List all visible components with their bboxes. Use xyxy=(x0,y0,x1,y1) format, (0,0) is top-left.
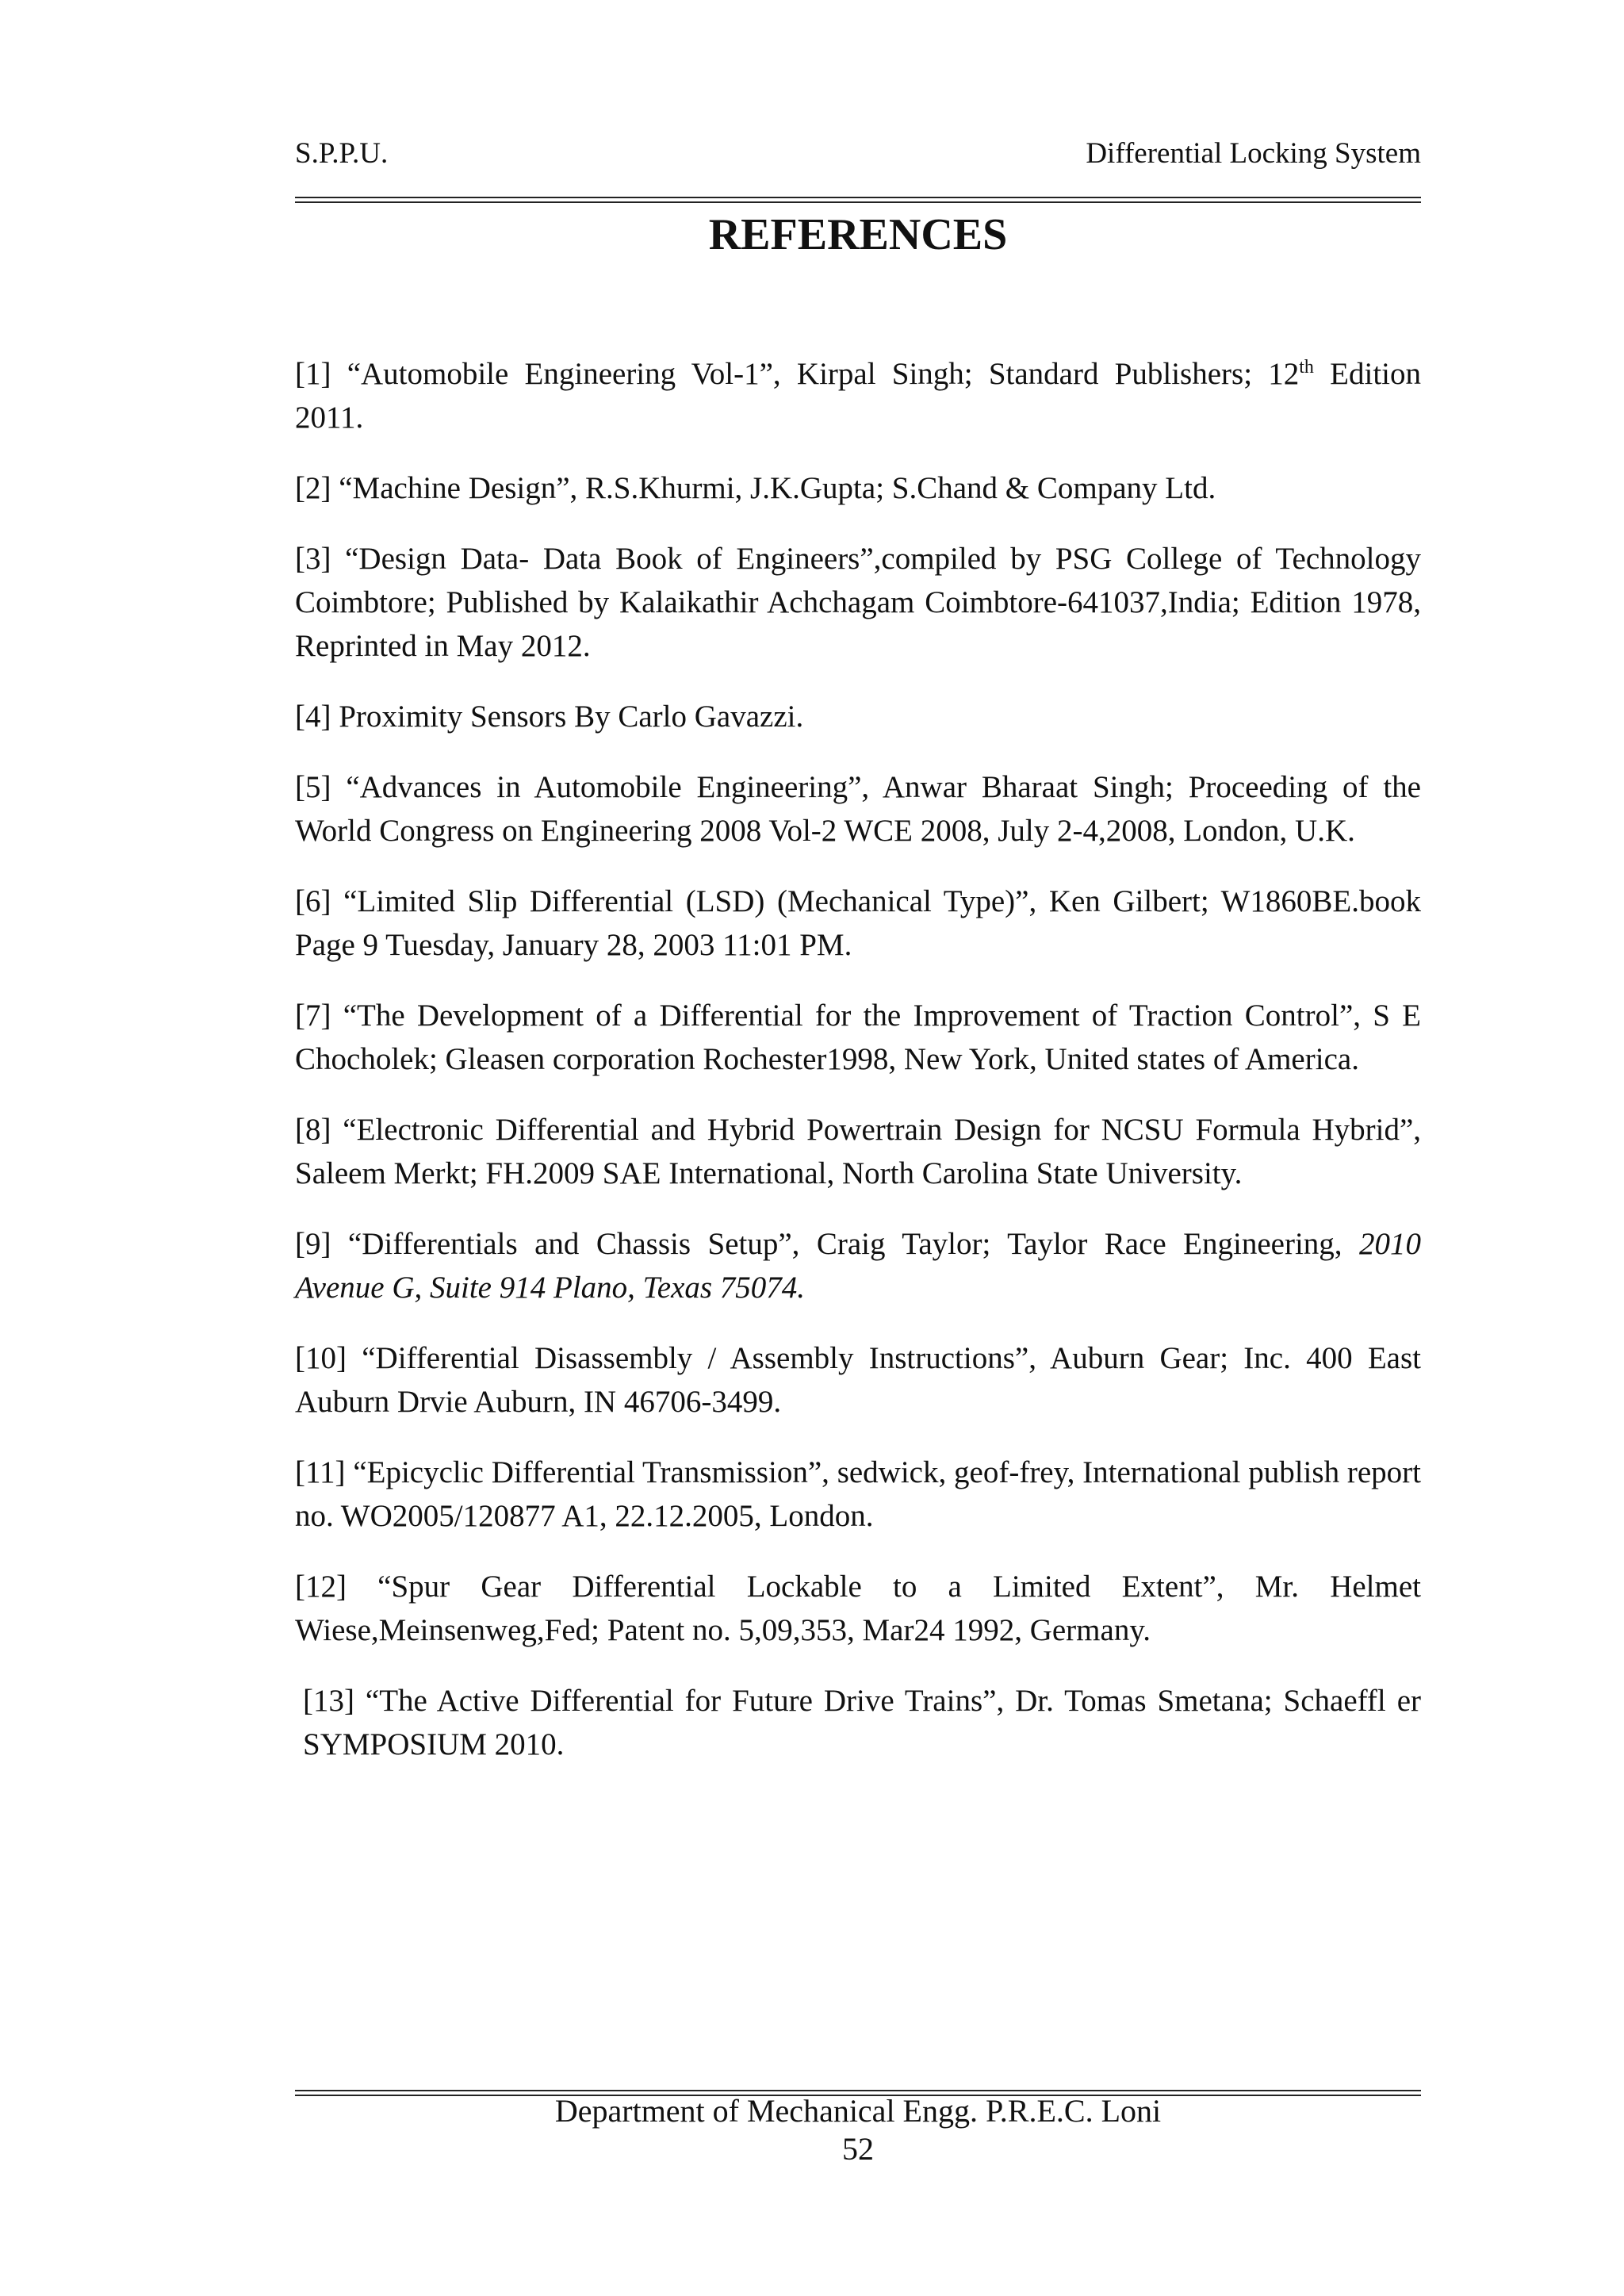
reference-text: Edition 2011. xyxy=(295,357,1421,435)
reference-item: [5] “Advances in Automobile Engineering”, Anwar Bharaat Singh; Proceeding of the World Congress on Engineering 2008 Vol-2 WCE 2008, July 2-4,2008, London, U.K. xyxy=(295,770,1421,848)
reference-superscript: th xyxy=(1299,357,1314,378)
reference-item: [6] “Limited Slip Differential (LSD) (Mechanical Type)”, Ken Gilbert; W1860BE.book Page 9 Tuesday, January 28, 2003 11:01 PM. xyxy=(295,884,1421,962)
page-footer xyxy=(295,2092,1421,2168)
reference-item: [8] “Electronic Differential and Hybrid Powertrain Design for NCSU Formula Hybrid”, Saleem Merkt; FH.2009 SAE International, North Carolina State University. xyxy=(295,1113,1421,1190)
page-title: REFERENCES xyxy=(708,210,1008,259)
reference-item: [10] “Differential Disassembly / Assembly Instructions”, Auburn Gear; Inc. 400 East Auburn Drvie Auburn, IN 46706-3499. xyxy=(295,1341,1421,1419)
reference-list xyxy=(295,352,1421,1793)
page-number: 52 xyxy=(842,2131,874,2167)
reference-item: [7] “The Development of a Differential for the Improvement of Traction Control”, S E Chocholek; Gleasen corporation Rochester1998, New York, United states of America. xyxy=(295,999,1421,1076)
reference-item: [11] “Epicyclic Differential Transmission”, sedwick, geof-frey, International publish report no. WO2005/120877 A1, 22.12.2005, London. xyxy=(295,1455,1421,1533)
header-project-title: Differential Locking System xyxy=(1086,137,1421,170)
reference-item: [13] “The Active Differential for Future Drive Trains”, Dr. Tomas Smetana; Schaeffl er SYMPOSIUM 2010. xyxy=(303,1684,1421,1761)
reference-text: [1] “Automobile Engineering Vol-1”, Kirpal Singh; Standard Publishers; 12 xyxy=(295,357,1300,391)
page-header xyxy=(295,136,1421,176)
reference-item xyxy=(295,1222,1421,1309)
footer-department: Department of Mechanical Engg. P.R.E.C. Loni xyxy=(554,2093,1162,2129)
reference-item: [4] Proximity Sensors By Carlo Gavazzi. xyxy=(295,700,804,734)
reference-item: [2] “Machine Design”, R.S.Khurmi, J.K.Gupta; S.Chand & Company Ltd. xyxy=(295,471,1216,505)
reference-text: [9] “Differentials and Chassis Setup”, Craig Taylor; Taylor Race Engineering, xyxy=(295,1227,1359,1261)
reference-item xyxy=(295,352,1421,439)
reference-item: [12] “Spur Gear Differential Lockable to a Limited Extent”, Mr. Helmet Wiese,Meinsenweg,Fed; Patent no. 5,09,353, Mar24 1992, Germany. xyxy=(295,1570,1421,1647)
reference-item: [3] “Design Data- Data Book of Engineers”,compiled by PSG College of Technology Coimbtore; Published by Kalaikathir Achchagam Coimbtore-641037,India; Edition 1978, Reprinted in May 2012. xyxy=(295,542,1421,663)
header-university: S.P.P.U. xyxy=(295,137,389,170)
header-divider xyxy=(295,197,1421,203)
reference-address-italic: 2010 Avenue G, Suite 914 Plano, Texas 75074. xyxy=(295,1227,1421,1305)
